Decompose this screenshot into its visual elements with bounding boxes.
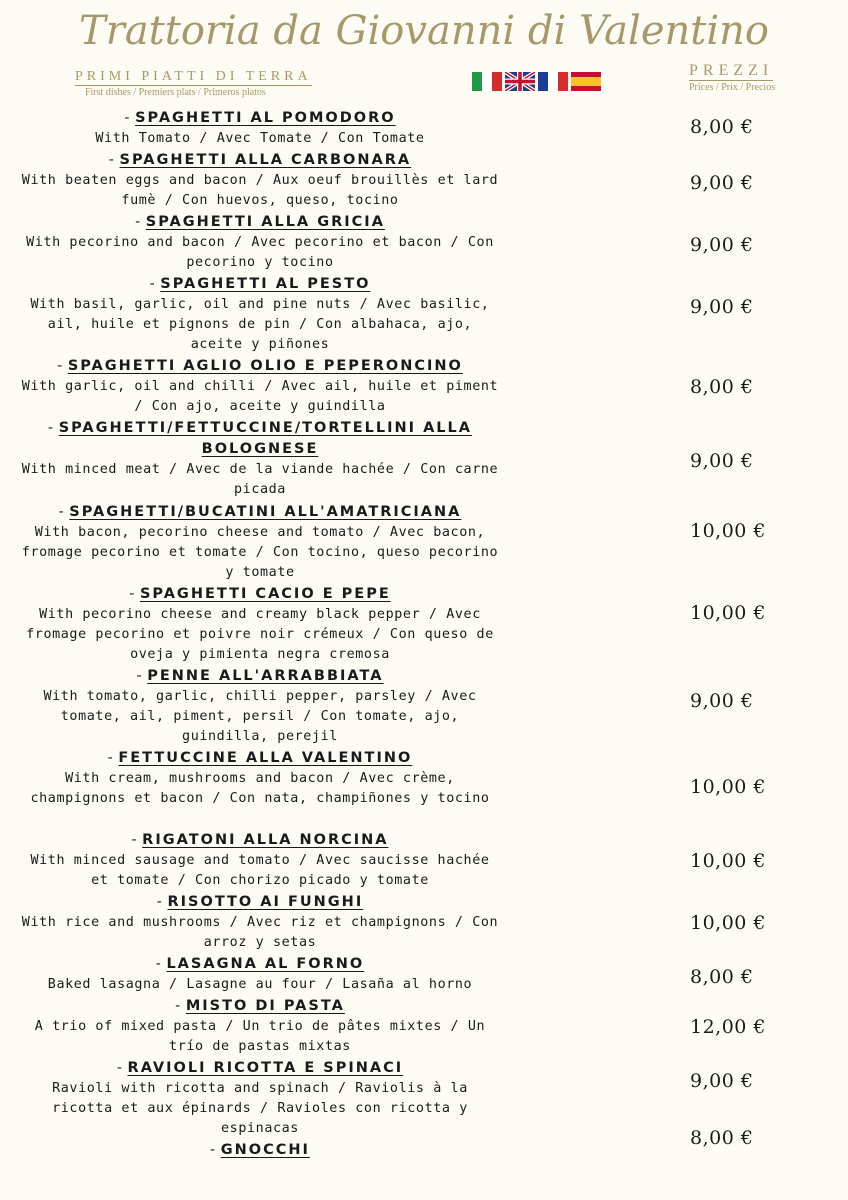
menu-item: - SPAGHETTI/FETTUCCINE/TORTELLINI ALLA BOLOGNESE With minced meat / Avec de la viande hachée / Con carne picada bbox=[20, 418, 500, 500]
dish-price: 8,00 € bbox=[690, 116, 754, 138]
menu-item: - RIGATONI ALLA NORCINA With minced sausage and tomato / Avec saucisse hachée et tomate / Con chorizo picado y tomate bbox=[20, 830, 500, 891]
dish-description: With Tomato / Avec Tomate / Con Tomate bbox=[95, 131, 425, 146]
section-header bbox=[75, 67, 365, 98]
menu-item: - SPAGHETTI ALLA CARBONARA With beaten eggs and bacon / Aux oeuf brouillès et lard fumè / Con huevos, queso, tocino bbox=[20, 150, 500, 211]
dish-description: With rice and mushrooms / Avec riz et champignons / Con arroz y setas bbox=[21, 915, 499, 950]
dish-price: 8,00 € bbox=[690, 1127, 754, 1149]
dish-name: SPAGHETTI CACIO E PEPE bbox=[139, 586, 391, 602]
dish-price: 9,00 € bbox=[690, 296, 754, 318]
dish-name: SPAGHETTI ALLA GRICIA bbox=[145, 214, 385, 230]
dish-description: With garlic, oil and chilli / Avec ail, huile et piment / Con ajo, aceite y guindilla bbox=[21, 379, 499, 414]
prices-title: PREZZI bbox=[689, 62, 774, 79]
french-flag-icon bbox=[538, 72, 568, 91]
dish-price: 10,00 € bbox=[690, 602, 767, 624]
menu-item: - SPAGHETTI ALLA GRICIA With pecorino and bacon / Avec pecorino et bacon / Con pecorino y tocino bbox=[20, 212, 500, 273]
dish-description: With minced sausage and tomato / Avec saucisse hachée et tomate / Con chorizo picado y tomate bbox=[30, 853, 490, 888]
dish-name: SPAGHETTI AL PESTO bbox=[160, 276, 371, 292]
spanish-flag-icon bbox=[571, 72, 601, 91]
menu-item: - RISOTTO AI FUNGHI With rice and mushrooms / Avec riz et champignons / Con arroz y setas bbox=[20, 892, 500, 953]
dish-name: SPAGHETTI AL POMODORO bbox=[135, 110, 396, 126]
dish-name: GNOCCHI bbox=[220, 1142, 310, 1158]
restaurant-title: Trattoria da Giovanni di Valentino bbox=[79, 8, 769, 54]
italian-flag-icon bbox=[472, 72, 502, 91]
dish-name: PENNE ALL'ARRABBIATA bbox=[147, 668, 384, 684]
menu-item: - SPAGHETTI/BUCATINI ALL'AMATRICIANA With bacon, pecorino cheese and tomato / Avec bacon, fromage pecorino et tomate / Con tocino, queso pecorino y tomate bbox=[20, 502, 500, 583]
dish-price: 10,00 € bbox=[690, 520, 767, 542]
dish-name: SPAGHETTI/BUCATINI ALL'AMATRICIANA bbox=[69, 504, 462, 520]
menu-item: - SPAGHETTI AGLIO OLIO E PEPERONCINO With garlic, oil and chilli / Avec ail, huile et piment / Con ajo, aceite y guindilla bbox=[20, 356, 500, 417]
dish-name: RISOTTO AI FUNGHI bbox=[167, 894, 364, 910]
dish-name: MISTO DI PASTA bbox=[185, 998, 345, 1014]
prices-subtitle: Prices / Prix / Precios bbox=[689, 82, 776, 93]
dish-price: 9,00 € bbox=[690, 690, 754, 712]
uk-flag-icon bbox=[505, 72, 535, 91]
dish-description: With minced meat / Avec de la viande hachée / Con carne picada bbox=[21, 462, 499, 497]
section-subtitle: First dishes / Premiers plats / Primeros platos bbox=[85, 87, 266, 98]
menu-item: - LASAGNA AL FORNO Baked lasagna / Lasagne au four / Lasaña al horno bbox=[20, 954, 500, 995]
dish-description: Ravioli with ricotta and spinach / Raviolis à la ricotta et aux épinards / Ravioles con ricotta y espinacas bbox=[52, 1081, 468, 1136]
dish-price: 10,00 € bbox=[690, 850, 767, 872]
menu-item: - FETTUCCINE ALLA VALENTINO With cream, mushrooms and bacon / Avec crème, champignons et bacon / Con nata, champiñones y tocino bbox=[20, 748, 500, 809]
language-flags bbox=[472, 72, 601, 91]
dish-name: RIGATONI ALLA NORCINA bbox=[142, 832, 389, 848]
menu-item: - GNOCCHI bbox=[210, 1142, 310, 1158]
dish-price: 10,00 € bbox=[690, 776, 767, 798]
menu-item: - MISTO DI PASTA A trio of mixed pasta / Un trio de pâtes mixtes / Un trío de pastas mixtas bbox=[20, 996, 500, 1057]
dish-price: 12,00 € bbox=[690, 1016, 767, 1038]
dish-name: SPAGHETTI/FETTUCCINE/TORTELLINI ALLA BOLOGNESE bbox=[58, 420, 473, 457]
menu-item: - SPAGHETTI AL POMODORO With Tomato / Avec Tomate / Con Tomate bbox=[20, 108, 500, 149]
menu-item: - RAVIOLI RICOTTA E SPINACI Ravioli with ricotta and spinach / Raviolis à la ricotta et aux épinards / Ravioles con ricotta y espinacas bbox=[20, 1058, 500, 1139]
dish-description: With tomato, garlic, chilli pepper, parsley / Avec tomate, ail, piment, persil / Con tomate, ajo, guindilla, perejil bbox=[43, 689, 477, 744]
dish-price: 10,00 € bbox=[690, 912, 767, 934]
dish-name: SPAGHETTI ALLA CARBONARA bbox=[119, 152, 412, 168]
dish-name: FETTUCCINE ALLA VALENTINO bbox=[118, 750, 413, 766]
dish-description: With cream, mushrooms and bacon / Avec crème, champignons et bacon / Con nata, champiñones y tocino bbox=[30, 771, 490, 806]
dish-price: 9,00 € bbox=[690, 172, 754, 194]
dish-description: With pecorino and bacon / Avec pecorino et bacon / Con pecorino y tocino bbox=[26, 235, 494, 270]
dish-name: LASAGNA AL FORNO bbox=[166, 956, 365, 972]
dish-price: 9,00 € bbox=[690, 1070, 754, 1092]
prices-header bbox=[689, 62, 829, 93]
dish-price: 8,00 € bbox=[690, 966, 754, 988]
menu-item: - PENNE ALL'ARRABBIATA With tomato, garlic, chilli pepper, parsley / Avec tomate, ail, piment, persil / Con tomate, ajo, guindilla, perejil bbox=[20, 666, 500, 747]
dish-description: Baked lasagna / Lasagne au four / Lasaña al horno bbox=[47, 977, 473, 992]
dish-price: 8,00 € bbox=[690, 376, 754, 398]
dish-description: A trio of mixed pasta / Un trio de pâtes mixtes / Un trío de pastas mixtas bbox=[34, 1019, 486, 1054]
dish-price: 9,00 € bbox=[690, 234, 754, 256]
menu-item: - SPAGHETTI CACIO E PEPE With pecorino cheese and creamy black pepper / Avec fromage pecorino et poivre noir crémeux / Con queso de oveja y pimienta negra cremosa bbox=[20, 584, 500, 665]
section-title: PRIMI PIATTI DI TERRA bbox=[75, 69, 312, 84]
dish-description: With basil, garlic, oil and pine nuts / Avec basilic, ail, huile et pignons de pin / Con albahaca, ajo, aceite y piñones bbox=[30, 297, 490, 352]
dish-description: With bacon, pecorino cheese and tomato / Avec bacon, fromage pecorino et tomate / Con tocino, queso pecorino y tomate bbox=[21, 525, 499, 580]
menu-item: - SPAGHETTI AL PESTO With basil, garlic, oil and pine nuts / Avec basilic, ail, huile et pignons de pin / Con albahaca, ajo, aceite y piñones bbox=[20, 274, 500, 355]
dish-description: With beaten eggs and bacon / Aux oeuf brouillès et lard fumè / Con huevos, queso, tocino bbox=[21, 173, 499, 208]
dish-description: With pecorino cheese and creamy black pepper / Avec fromage pecorino et poivre noir crémeux / Con queso de oveja y pimienta negra cremosa bbox=[26, 607, 494, 662]
dish-price: 9,00 € bbox=[690, 450, 754, 472]
dish-name: RAVIOLI RICOTTA E SPINACI bbox=[127, 1060, 404, 1076]
dish-name: SPAGHETTI AGLIO OLIO E PEPERONCINO bbox=[67, 358, 463, 374]
